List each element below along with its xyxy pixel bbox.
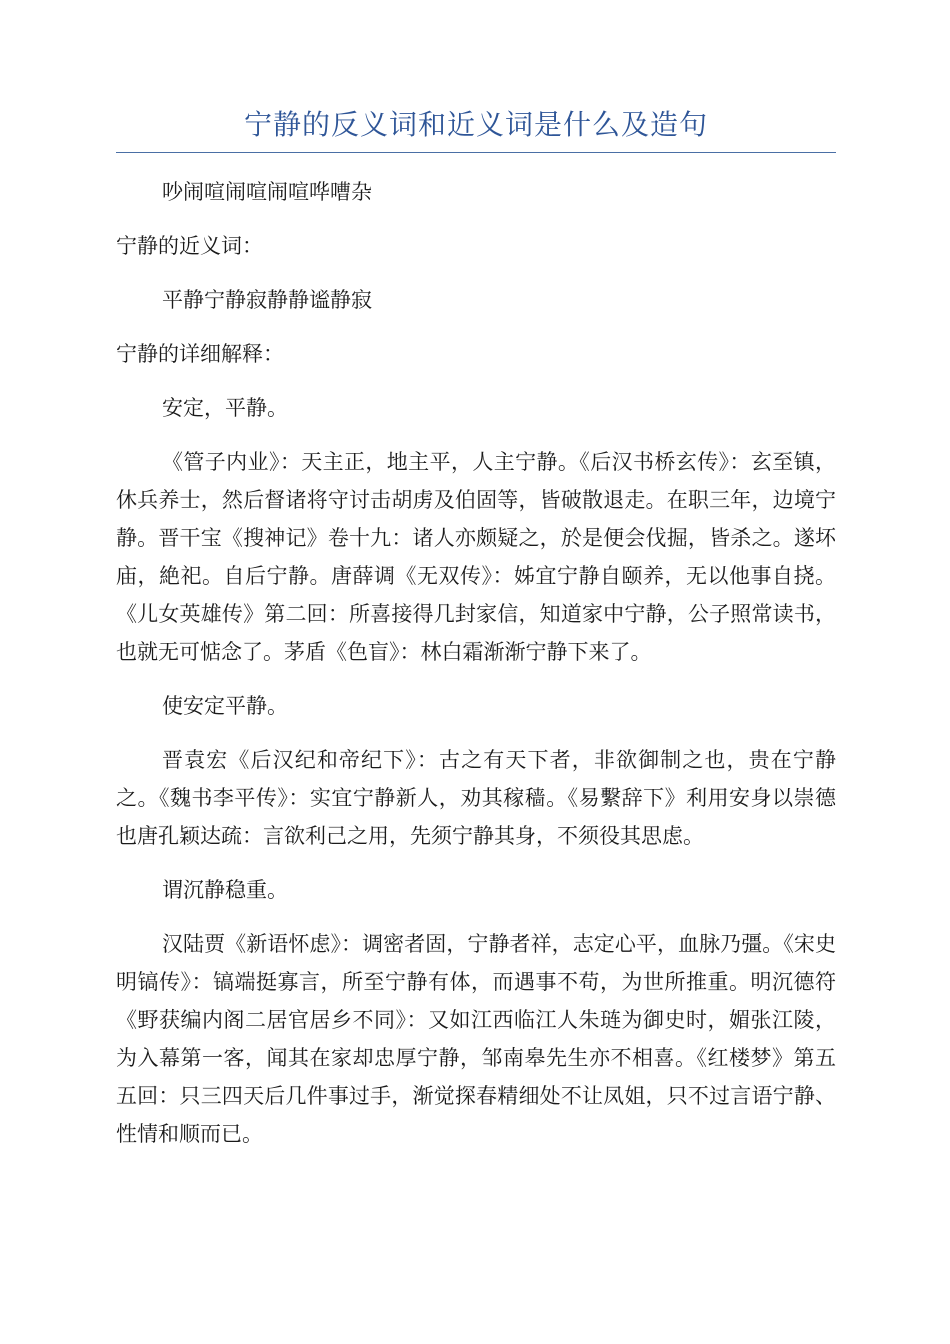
definition-1: 安定，平静。 [162, 396, 288, 420]
antonym-list: 吵闹喧闹喧闹喧哗嘈杂 [162, 180, 372, 204]
synonym-list: 平静宁静寂静静谧静寂 [162, 288, 372, 312]
synonym-heading: 宁静的近义词： [116, 234, 263, 258]
definition-2: 使安定平静。 [162, 694, 288, 718]
explanation-heading: 宁静的详细解释： [116, 342, 284, 366]
citation-paragraph-3: 汉陆贾《新语怀虑》：调密者固，宁静者祥，志定心平，血脉乃彊。《宋史明镐传》：镐端挺寡言，所至宁静有体，而遇事不苟，为世所推重。明沉德符《野获编内阁二居官居乡不同》：又如江西临江人朱琏为御史时，媚张江陵，为入幕第一客，闻其在家却忠厚宁静，邹南皋先生亦不相喜。《红楼梦》第五五回：只三四天后几件事过手，渐觉探春精细处不让凤姐，只不过言语宁静、性情和顺而已。 [116, 932, 836, 1146]
citation-paragraph-1: 《管子内业》：天主正，地主平，人主宁静。《后汉书桥玄传》：玄至镇，休兵养士，然后督诸将守讨击胡虏及伯固等，皆破散退走。在职三年，边境宁静。晋干宝《搜神记》卷十九：诸人亦颇疑之，於是便会伐掘，皆杀之。遂坏庙，絶祀。自后宁静。唐薛调《无双传》：姊宜宁静自颐养，无以他事自挠。《儿女英雄传》第二回：所喜接得几封家信，知道家中宁静，公子照常读书，也就无可惦念了。茅盾《色盲》：林白霜渐渐宁静下来了。 [116, 450, 836, 664]
citation-paragraph-2: 晋袁宏《后汉纪和帝纪下》：古之有天下者，非欲御制之也，贵在宁静之。《魏书李平传》：实宜宁静新人，劝其稼穑。《易繫辞下》利用安身以崇德也唐孔颖达疏：言欲利己之用，先须宁静其身，不须役其思虑。 [116, 748, 836, 848]
document-page [116, 100, 836, 1169]
document-body [116, 173, 836, 1153]
definition-3: 谓沉静稳重。 [162, 878, 288, 902]
document-title: 宁静的反义词和近义词是什么及造句 [116, 100, 836, 153]
